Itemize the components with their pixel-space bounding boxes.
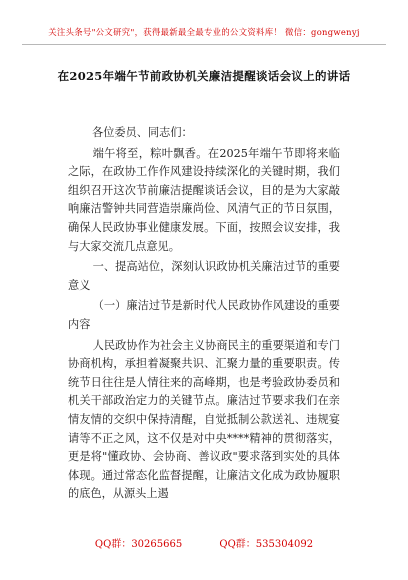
document-title: 在2025年端午节前政协机关廉洁提醒谈话会议上的讲话 bbox=[57, 69, 351, 83]
footer-contact bbox=[0, 538, 408, 552]
paragraph-body-1: 人民政协作为社会主义协商民主的重要渠道和专门协商机构，承担着凝聚共识、汇聚力量的重要职责。传统节日往往是人情往来的高峰期，也是考验政协委员和机关干部政治定力的关键节点。廉洁过节要求我们在亲情友情的交织中保持清醒，自觉抵制公款送礼、违规宴请等不正之风，这不仅是对中央****精神的贯彻落实，更是将"懂政协、会协商、善议政"要求落到实处的具体体现。通过常态化监督提醒，让廉洁文化成为政协履职的底色，从源头上遏 bbox=[68, 338, 340, 501]
subsection-heading-1: （一）廉洁过节是新时代人民政协作风建设的重要内容 bbox=[68, 299, 340, 331]
header-divider bbox=[22, 44, 386, 45]
header-promo-text: 关注头条号"公文研究"，获得最新最全最专业的公文资料库！ 微信：gongwenyj bbox=[48, 27, 360, 37]
footer-qq-group-2: QQ群：535304092 bbox=[219, 539, 314, 550]
section-heading-1: 一、提高站位，深刻认识政协机关廉洁过节的重要意义 bbox=[68, 260, 340, 292]
footer-qq-group-1: QQ群：30265665 bbox=[94, 539, 183, 550]
salutation: 各位委员、同志们： bbox=[92, 126, 193, 139]
document-body bbox=[68, 118, 340, 504]
paragraph-intro: 端午将至，粽叶飘香。在2025年端午节即将来临之际，在政协工作作风建设持续深化的关键时期，我们组织召开这次节前廉洁提醒谈话会议，目的是为大家敲响廉洁警钟共同营造崇廉尚俭、风清气正的节日氛围，确保人民政协事业健康发展。下面，按照会议安排，我与大家交流几点意见。 bbox=[68, 146, 340, 253]
